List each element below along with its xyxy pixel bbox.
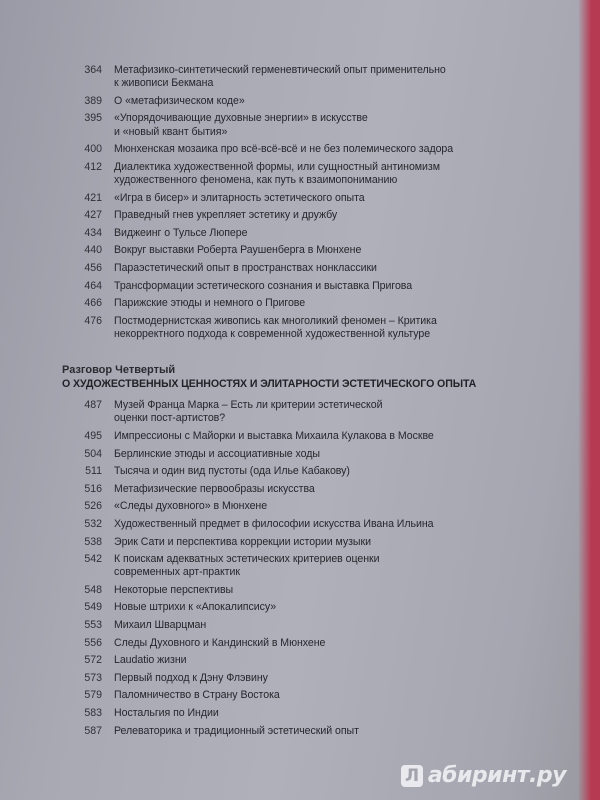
toc-entry-title: Laudatio жизни xyxy=(114,654,187,667)
toc-entry xyxy=(62,209,522,222)
toc-page-number: 495 xyxy=(84,429,102,442)
toc-entry-title: Праведный гнев укрепляет эстетику и дружбу xyxy=(114,209,338,222)
toc-entry xyxy=(62,619,522,632)
toc-entry xyxy=(62,95,522,108)
toc-entry xyxy=(62,536,522,549)
toc-entry-title: Трансформации эстетического сознания и выставка Пригова xyxy=(114,279,413,292)
labirint-logo-icon: Л xyxy=(401,765,423,787)
toc-page-number: 511 xyxy=(85,465,102,478)
toc-page-number: 538 xyxy=(84,535,102,548)
toc-entry-title: Следы Духовного и Кандинский в Мюнхене xyxy=(114,636,326,649)
toc-page-number: 456 xyxy=(84,261,102,274)
toc-list-part1 xyxy=(62,64,522,341)
toc-page-number: 364 xyxy=(84,64,102,76)
section-label: Разговор Четвертый xyxy=(62,364,176,377)
toc-entry xyxy=(62,161,522,187)
toc-entry-title: «Игра в бисер» и элитарность эстетического опыта xyxy=(114,191,365,204)
toc-page-number: 549 xyxy=(84,601,102,614)
toc-entry-title: Некоторые перспективы xyxy=(114,583,234,596)
toc-entry xyxy=(62,227,522,240)
toc-page-number: 587 xyxy=(84,724,102,737)
toc-entry xyxy=(62,725,522,738)
toc-entry-title: Виджеинг о Тульсе Люпере xyxy=(114,226,248,239)
toc-page-number: 504 xyxy=(84,447,102,460)
section-heading xyxy=(62,363,522,391)
section-title: О ХУДОЖЕСТВЕННЫХ ЦЕННОСТЯХ И ЭЛИТАРНОСТИ ЭСТЕТИЧЕСКОГО ОПЫТА xyxy=(62,378,477,391)
toc-entry-title: Берлинские этюды и ассоциативные ходы xyxy=(114,447,320,460)
toc-entry-title: О «метафизическом коде» xyxy=(114,94,245,107)
toc-entry xyxy=(62,672,522,685)
toc-entry xyxy=(62,448,522,461)
toc-entry xyxy=(62,500,522,513)
toc-entry-title: Паломничество в Страну Востока xyxy=(114,689,280,702)
toc-entry-title: Диалектика художественной формы, или сущностный антиномизм художественного феномена, как путь к взаимопониманию xyxy=(114,160,440,186)
toc-page-number: 553 xyxy=(84,619,102,632)
toc-entry xyxy=(62,601,522,614)
toc-page-number: 548 xyxy=(84,583,102,596)
toc-entry xyxy=(62,654,522,667)
toc-entry-title: Художественный предмет в философии искусства Ивана Ильина xyxy=(114,517,434,530)
toc-entry xyxy=(62,584,522,597)
toc-page-number: 487 xyxy=(84,399,102,412)
toc-entry-title: Импрессионы с Майорки и выставка Михаила Кулакова в Москве xyxy=(114,429,434,442)
toc-entry-title: Эрик Сати и перспектива коррекции истории музыки xyxy=(114,535,371,548)
toc-entry-title: «Упорядочивающие духовные энергии» в искусстве и «новый квант бытия» xyxy=(114,112,368,138)
toc-page-number: 526 xyxy=(84,500,102,513)
toc-entry xyxy=(62,280,522,293)
watermark xyxy=(401,763,566,788)
toc-page-number: 412 xyxy=(84,160,102,173)
toc-entry xyxy=(62,399,522,425)
toc-entry xyxy=(62,192,522,205)
toc-page-number: 427 xyxy=(84,209,102,222)
toc-entry xyxy=(62,637,522,650)
toc-page-number: 556 xyxy=(84,636,102,649)
toc-entry-title: Ностальгия по Индии xyxy=(114,707,219,720)
toc-entry-title: Музей Франца Марка – Есть ли критерии эстетической оценки пост-артистов? xyxy=(114,399,383,425)
toc-entry xyxy=(62,707,522,720)
toc-entry xyxy=(62,689,522,702)
watermark-text: абиринт.ру xyxy=(427,763,566,788)
toc-entry xyxy=(62,430,522,443)
toc-entry xyxy=(62,553,522,579)
toc-entry xyxy=(62,518,522,531)
cover-edge xyxy=(578,0,600,800)
toc-page-number: 434 xyxy=(84,226,102,239)
toc-page-number: 440 xyxy=(84,244,102,257)
toc-page-number: 572 xyxy=(84,654,102,667)
toc-page-number: 395 xyxy=(84,112,102,125)
toc-entry xyxy=(62,315,522,341)
toc-entry xyxy=(62,262,522,275)
toc-entry-title: Михаил Шварцман xyxy=(114,619,207,632)
toc-entry-title: Постмодернистская живопись как многоликий феномен – Критика некорректного подхода к современной художественной культуре xyxy=(114,314,437,340)
toc-entry xyxy=(62,465,522,478)
toc-entry-title: Релеваторика и традиционный эстетический опыт xyxy=(114,724,359,737)
toc-entry-title: Вокруг выставки Роберта Раушенберга в Мюнхене xyxy=(114,244,362,257)
toc-page-number: 579 xyxy=(84,689,102,702)
toc-page-number: 542 xyxy=(84,553,102,566)
toc-entry xyxy=(62,244,522,257)
toc-page-number: 400 xyxy=(84,143,102,156)
toc-entry-title: Параэстетический опыт в пространствах нонклассики xyxy=(114,261,377,274)
toc-list-part2 xyxy=(62,399,522,738)
toc-page-number: 532 xyxy=(84,517,102,530)
toc-entry-title: Парижские этюды и немного о Пригове xyxy=(114,297,306,310)
toc-page-number: 573 xyxy=(84,671,102,684)
toc-entry-title: Метафизико-синтетический герменевтический опыт применительно к живописи Бекмана xyxy=(114,64,446,90)
toc-entry-title: Первый подход к Дэну Флэвину xyxy=(114,671,268,684)
toc-entry-title: К поискам адекватных эстетических критериев оценки современных арт-практик xyxy=(114,553,380,579)
toc-entry-title: «Следы духовного» в Мюнхене xyxy=(114,500,268,513)
toc-entry-title: Метафизические первообразы искусства xyxy=(114,482,315,495)
toc-page-number: 476 xyxy=(84,314,102,327)
toc-entry-title: Тысяча и один вид пустоты (ода Илье Кабакову) xyxy=(114,465,350,478)
toc-entry-title: Новые штрихи к «Апокалипсису» xyxy=(114,601,277,614)
toc-page-number: 516 xyxy=(84,482,102,495)
toc-entry xyxy=(62,483,522,496)
table-of-contents xyxy=(62,64,522,742)
toc-page-number: 466 xyxy=(84,297,102,310)
toc-page-number: 464 xyxy=(84,279,102,292)
toc-page-number: 583 xyxy=(84,707,102,720)
toc-page-number: 389 xyxy=(84,94,102,107)
toc-entry xyxy=(62,143,522,156)
toc-entry-title: Мюнхенская мозаика про всё-всё-всё и не без полемического задора xyxy=(114,143,454,156)
toc-entry xyxy=(62,112,522,138)
toc-page-number: 421 xyxy=(84,191,102,204)
toc-entry xyxy=(62,64,522,90)
toc-entry xyxy=(62,297,522,310)
